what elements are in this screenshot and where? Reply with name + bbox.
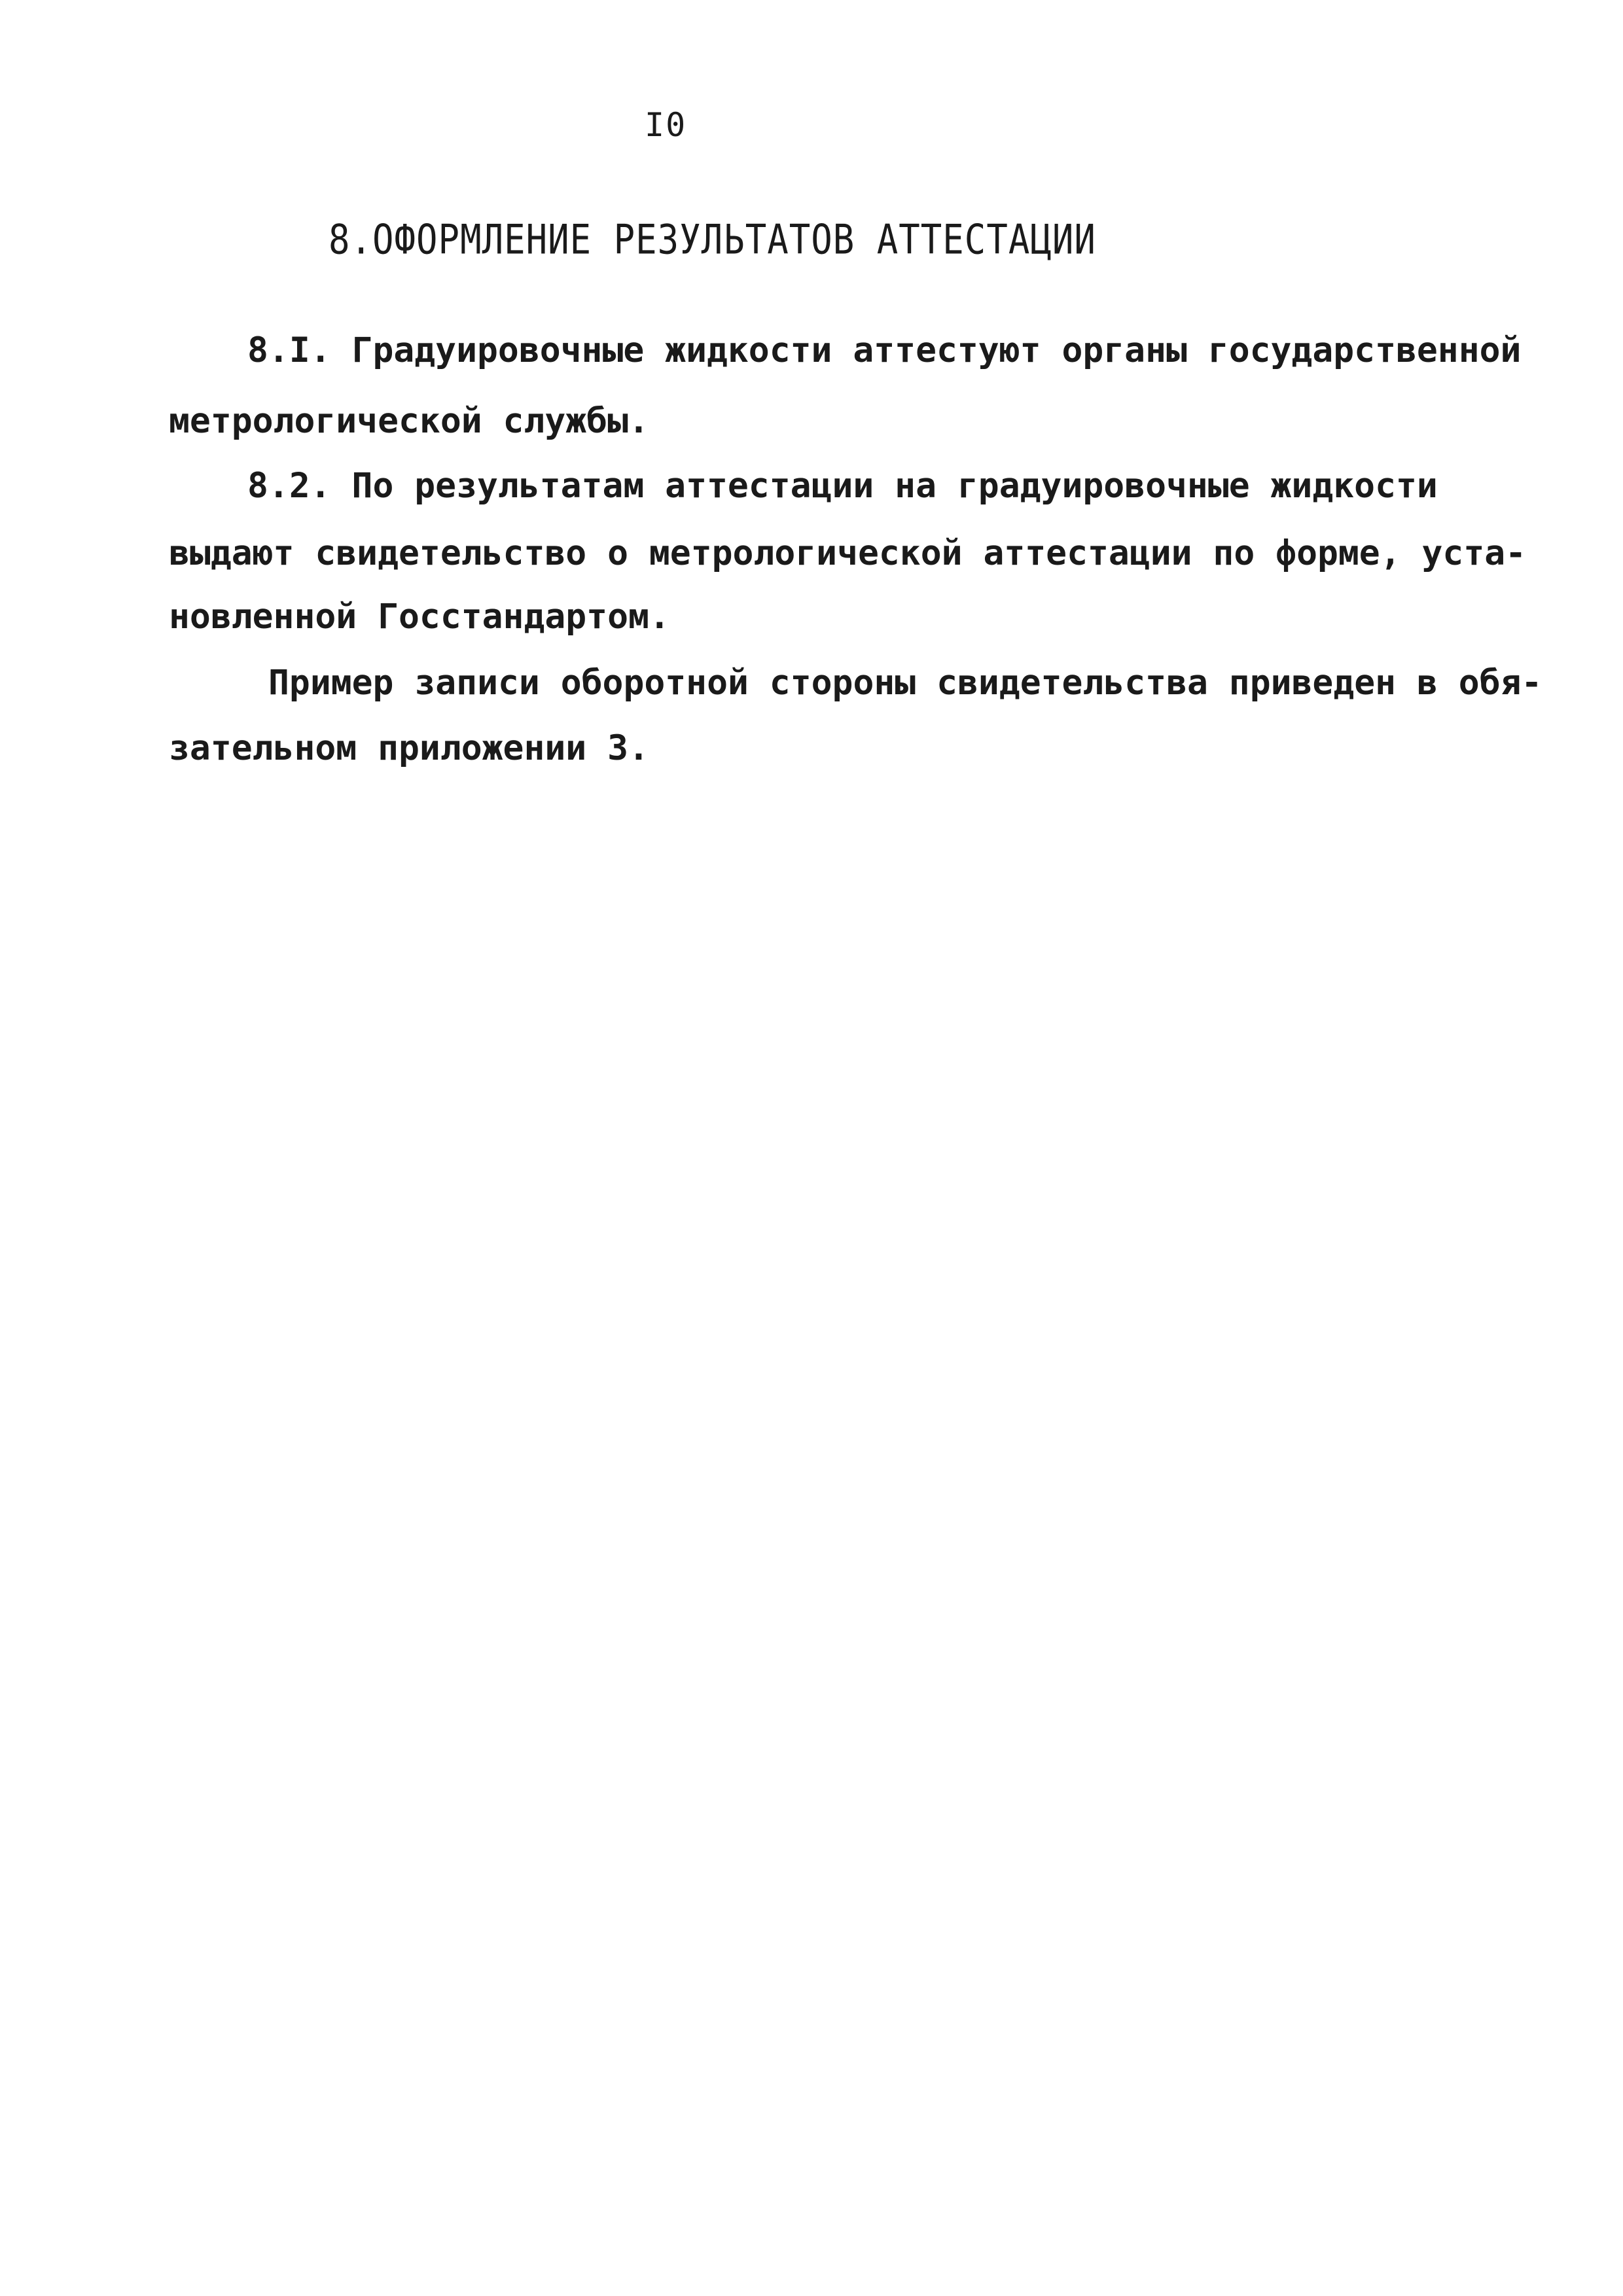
section-title: 8.ОФОРМЛЕНИЕ РЕЗУЛЬТАТОВ АТТЕСТАЦИИ bbox=[329, 216, 1096, 264]
clause-8-2-line-1: 8.2. По результатам аттестации на градуировочные жидкости bbox=[247, 466, 1438, 506]
clause-8-1-line-2: метрологической службы. bbox=[169, 401, 649, 441]
example-paragraph-line-1: Пример записи оборотной стороны свидетельства приведен в обя- bbox=[268, 663, 1543, 703]
clause-8-1-line-1: 8.I. Градуировочные жидкости аттестуют органы государственной bbox=[247, 330, 1522, 370]
example-paragraph-line-2: зательном приложении 3. bbox=[169, 728, 649, 768]
clause-8-2-line-3: новленной Госстандартом. bbox=[169, 597, 670, 637]
page-number: I0 bbox=[645, 106, 687, 144]
clause-8-2-line-2: выдают свидетельство о метрологической аттестации по форме, уста- bbox=[169, 533, 1527, 573]
